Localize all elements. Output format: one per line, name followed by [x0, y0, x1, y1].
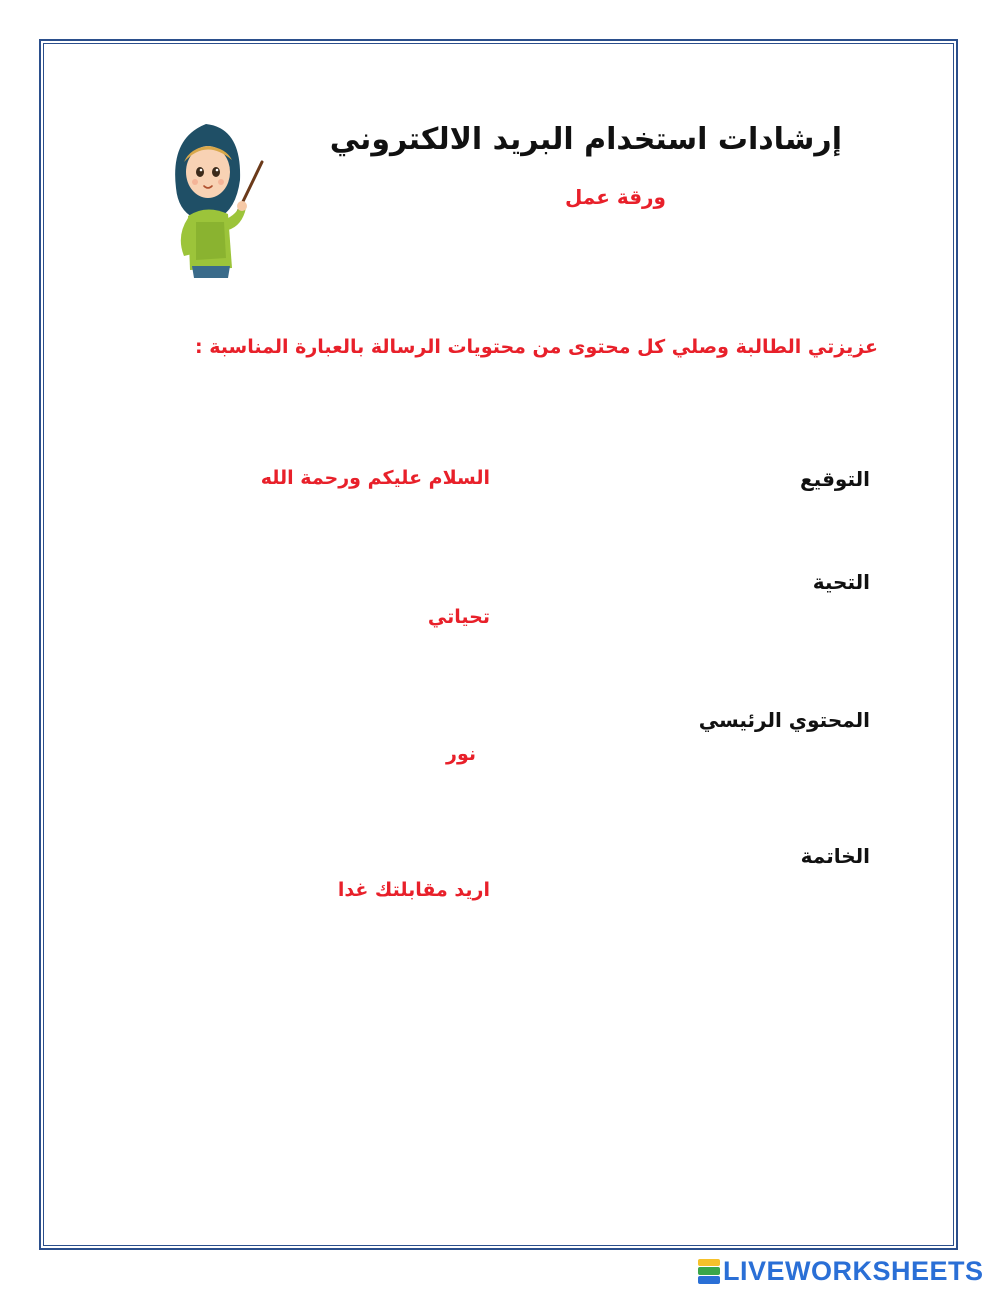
answer-option-greeting[interactable]: السلام عليكم ورحمة الله	[260, 467, 490, 489]
label-main-content: المحتوي الرئيسي	[698, 708, 870, 732]
answer-option-meeting[interactable]: اريد مقابلتك غدا	[337, 879, 490, 901]
label-signature: التوقيع	[800, 467, 870, 491]
liveworksheets-logo	[698, 1256, 984, 1286]
teacher-illustration-icon	[166, 118, 266, 278]
label-greeting: التحية	[812, 570, 870, 594]
liveworksheets-brand-text: LIVEWORKSHEETS	[723, 1255, 984, 1286]
answer-option-regards[interactable]: تحياتي	[427, 606, 490, 628]
answer-option-name[interactable]: نور	[446, 743, 476, 765]
page-title: إرشادات استخدام البريد الالكتروني	[329, 122, 842, 157]
instruction-text: عزيزتي الطالبة وصلي كل محتوى من محتويات الرسالة بالعبارة المناسبة :	[195, 336, 878, 358]
page-subtitle: ورقة عمل	[564, 185, 666, 209]
label-closing: الخاتمة	[800, 844, 870, 868]
liveworksheets-icon	[698, 1258, 720, 1284]
